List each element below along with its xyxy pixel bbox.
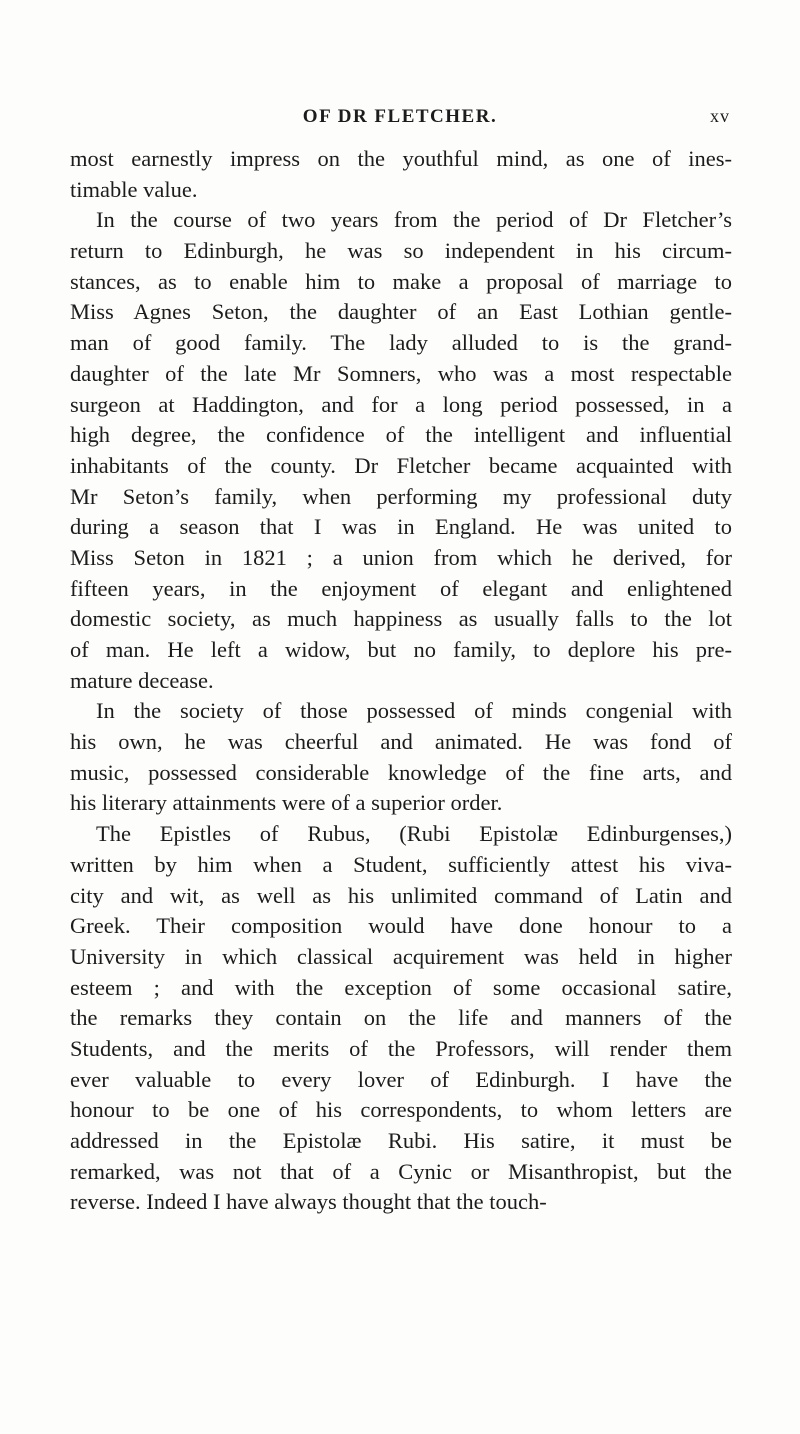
text-line: his own, he was cheerful and animated. He was fond of (70, 729, 732, 755)
paragraph (70, 819, 732, 1218)
text-line: most earnestly impress on the youthful mind, as one of ines- (70, 146, 732, 171)
text-line: University in which classical acquirement was held in higher (70, 943, 732, 969)
text-line: Mr Seton’s family, when performing my professional duty (70, 483, 732, 509)
text-line: Miss Agnes Seton, the daughter of an East Lothian gentle- (70, 299, 732, 325)
text-line: city and wit, as well as his unlimited command of Latin and (70, 882, 732, 908)
text-line: during a season that I was in England. He was united to (70, 514, 732, 540)
running-head (0, 106, 800, 136)
text-line: mature decease. (70, 667, 214, 693)
text-line: inhabitants of the county. Dr Fletcher became acquainted with (70, 452, 732, 478)
page-number: xv (710, 106, 730, 126)
text-line: music, possessed considerable knowledge of the fine arts, and (70, 759, 732, 785)
paragraph (70, 144, 732, 205)
paragraph (70, 696, 732, 819)
text-line: Greek. Their composition would have done honour to a (70, 913, 732, 939)
text-line: his literary attainments were of a superior order. (70, 790, 503, 816)
text-line: fifteen years, in the enjoyment of elegant and enlightened (70, 575, 732, 601)
text-line: of man. He left a widow, but no family, to deplore his pre- (70, 637, 732, 662)
text-line: the remarks they contain on the life and manners of the (70, 1005, 732, 1031)
text-line: return to Edinburgh, he was so independent in his circum- (70, 238, 732, 264)
text-line: surgeon at Haddington, and for a long period possessed, in a (70, 391, 732, 417)
text-line: The Epistles of Rubus, (Rubi Epistolæ Edinburgenses,) (96, 821, 732, 847)
text-line: reverse. Indeed I have always thought that the touch- (70, 1189, 547, 1215)
text-line: In the society of those possessed of minds congenial with (96, 698, 732, 724)
text-line: In the course of two years from the period of Dr Fletcher’s (96, 207, 732, 233)
text-line: man of good family. The lady alluded to is the grand- (70, 330, 732, 356)
text-line: domestic society, as much happiness as usually falls to the lot (70, 606, 732, 632)
text-line: addressed in the Epistolæ Rubi. His satire, it must be (70, 1128, 732, 1153)
text-line: high degree, the confidence of the intelligent and influential (70, 422, 732, 448)
text-line: stances, as to enable him to make a proposal of marriage to (70, 268, 732, 294)
text-line: Students, and the merits of the Professors, will render them (70, 1035, 732, 1061)
text-line: timable value. (70, 176, 198, 202)
text-line: Miss Seton in 1821 ; a union from which he derived, for (70, 544, 732, 570)
text-line: ever valuable to every lover of Edinburgh. I have the (70, 1066, 732, 1092)
text-line: honour to be one of his correspondents, to whom letters are (70, 1097, 732, 1123)
text-line: written by him when a Student, sufficiently attest his viva- (70, 851, 732, 877)
text-line: esteem ; and with the exception of some occasional satire, (70, 974, 732, 1000)
paragraph (70, 205, 732, 696)
running-title: OF DR FLETCHER. (302, 106, 498, 127)
text-line: daughter of the late Mr Somners, who was a most respectable (70, 360, 732, 386)
body-text (70, 144, 732, 1218)
text-line: remarked, was not that of a Cynic or Misanthropist, but the (70, 1158, 732, 1184)
